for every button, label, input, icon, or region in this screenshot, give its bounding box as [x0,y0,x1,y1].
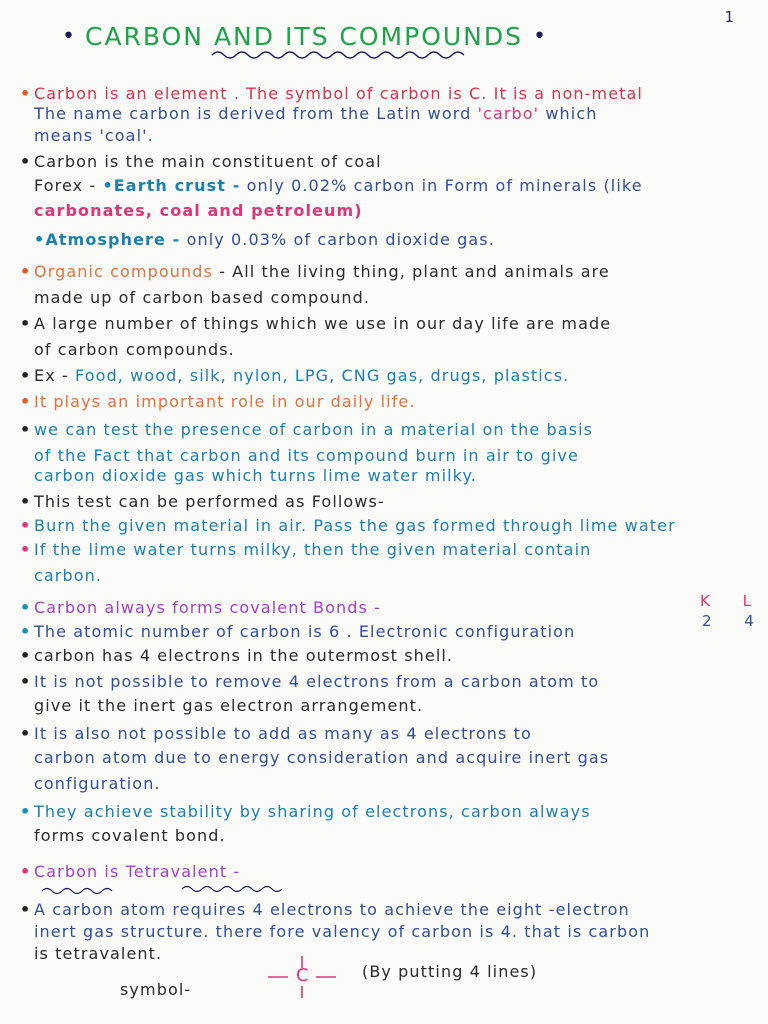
bullet: • [20,492,32,511]
shell-labels: K L [700,592,765,610]
note-line [20,900,762,920]
bullet: • [20,516,32,535]
note-line [20,288,762,308]
note-text: only 0.03% of carbon dioxide gas. [180,230,495,249]
note-text: is an element . The symbol of carbon is C. It is a non-metal [98,84,643,103]
bullet: • [20,84,32,103]
note-line [20,420,762,440]
note-text: carbon atom due to energy consideration and acquire inert gas [34,748,610,767]
note-line [20,340,762,360]
note-line [20,262,762,282]
carbon-symbol-letter: C [296,965,309,986]
bullet: • [20,314,32,333]
title-dot-right: • [533,23,546,49]
note-text: is tetravalent. [34,944,163,963]
note-text: •Atmosphere - [34,230,181,249]
symbol-label: symbol- [120,980,192,999]
note-text: •Earth crust - [102,176,241,195]
note-line [20,724,762,744]
bullet: • [20,802,32,821]
note-text: A large number of things which we use in our day life are made [34,314,612,333]
symbol-note: (By putting 4 lines) [362,962,538,981]
note-text: Carbon always forms covalent Bonds - [34,598,381,617]
note-line [20,84,762,104]
note-text: made up of carbon based compound. [34,288,371,307]
note-text: only 0.02% carbon in Form of minerals (like [240,176,643,195]
bullet: • [20,598,32,617]
note-text: Carbon [34,84,99,103]
bullet: • [20,622,32,641]
note-line [20,944,762,964]
note-text: It plays an important role in our daily life. [34,392,416,411]
note-line [20,230,762,250]
note-line [20,774,762,794]
note-line [20,366,762,386]
note-text: which [539,104,598,123]
note-line [20,826,762,846]
tetravalent-underline-left [40,886,120,896]
note-line [20,696,762,716]
note-text: configuration. [34,774,161,793]
note-line [20,492,762,512]
note-text: Ex - [34,366,76,385]
note-text: of carbon compounds. [34,340,235,359]
bullet: • [20,262,32,281]
note-text: inert gas structure. there fore valency of carbon is 4. that is carbon [34,922,651,941]
note-line [20,622,762,642]
bullet: • [20,366,32,385]
note-text: They achieve stability by sharing of electrons, carbon always [34,802,591,821]
shell-values: 2 4 [702,612,768,630]
note-line [20,446,762,466]
title-dot-left: • [62,23,75,49]
note-line [20,176,762,196]
note-text: carbon dioxide gas which turns lime water milky. [34,466,477,485]
note-text: means 'coal'. [34,126,154,145]
note-line [20,748,762,768]
note-text: Carbon is Tetravalent - [34,862,241,881]
bullet: • [20,900,32,919]
note-line [20,598,762,618]
tetravalent-underline-right [180,884,290,894]
page-number: 1 [724,8,734,26]
note-text: carbon has 4 electrons in the outermost shell. [34,646,454,665]
note-line [20,672,762,692]
bullet: • [20,862,32,881]
note-text: carbon. [34,566,103,585]
note-line [20,922,762,942]
bullet: • [20,540,32,559]
note-line [20,201,762,221]
note-line [20,392,762,412]
note-line [20,152,762,172]
bullet: • [20,724,32,743]
title-underline-squiggle [210,48,470,62]
bullet: • [20,392,32,411]
note-text: This test can be performed as Follows- [34,492,385,511]
note-text: - All the living thing, plant and animals are [212,262,610,281]
note-text: If the lime water turns milky, then the given material contain [34,540,592,559]
note-line [20,862,762,882]
note-text: A carbon atom requires 4 electrons to achieve the eight -electron [34,900,630,919]
note-text: Food, wood, silk, nylon, LPG, CNG gas, drugs, plastics. [75,366,570,385]
note-text: forms covalent bond. [34,826,226,845]
bullet: • [20,672,32,691]
note-line [20,802,762,822]
note-text: give it the inert gas electron arrangement. [34,696,424,715]
note-line [20,126,762,146]
note-text: Carbon is the main constituent of coal [34,152,382,171]
note-text: The name carbon is derived from the Latin word [34,104,478,123]
bullet: • [20,420,32,439]
note-line [20,314,762,334]
note-line [20,646,762,666]
note-line [20,540,762,560]
note-line [20,516,762,536]
note-line [20,466,762,486]
note-text: It is not possible to remove 4 electrons from a carbon atom to [34,672,600,691]
note-text: It is also not possible to add as many as 4 electrons to [34,724,532,743]
note-text: carbonates, coal and petroleum) [34,201,363,220]
page-title: CARBON AND ITS COMPOUNDS [84,21,523,51]
note-line [20,104,762,124]
note-text: we can test the presence of carbon in a material on the basis [34,420,594,439]
note-text: The atomic number of carbon is 6 . Electronic configuration [34,622,576,641]
note-text: of the Fact that carbon and its compound burn in air to give [34,446,579,465]
bullet: • [20,152,32,171]
note-text: 'carbo' [477,104,540,123]
note-line [20,566,762,586]
note-text: Organic compounds [34,262,213,281]
note-text: Forex - [34,176,103,195]
note-text: Burn the given material in air. Pass the gas formed through lime water [34,516,676,535]
bullet: • [20,646,32,665]
